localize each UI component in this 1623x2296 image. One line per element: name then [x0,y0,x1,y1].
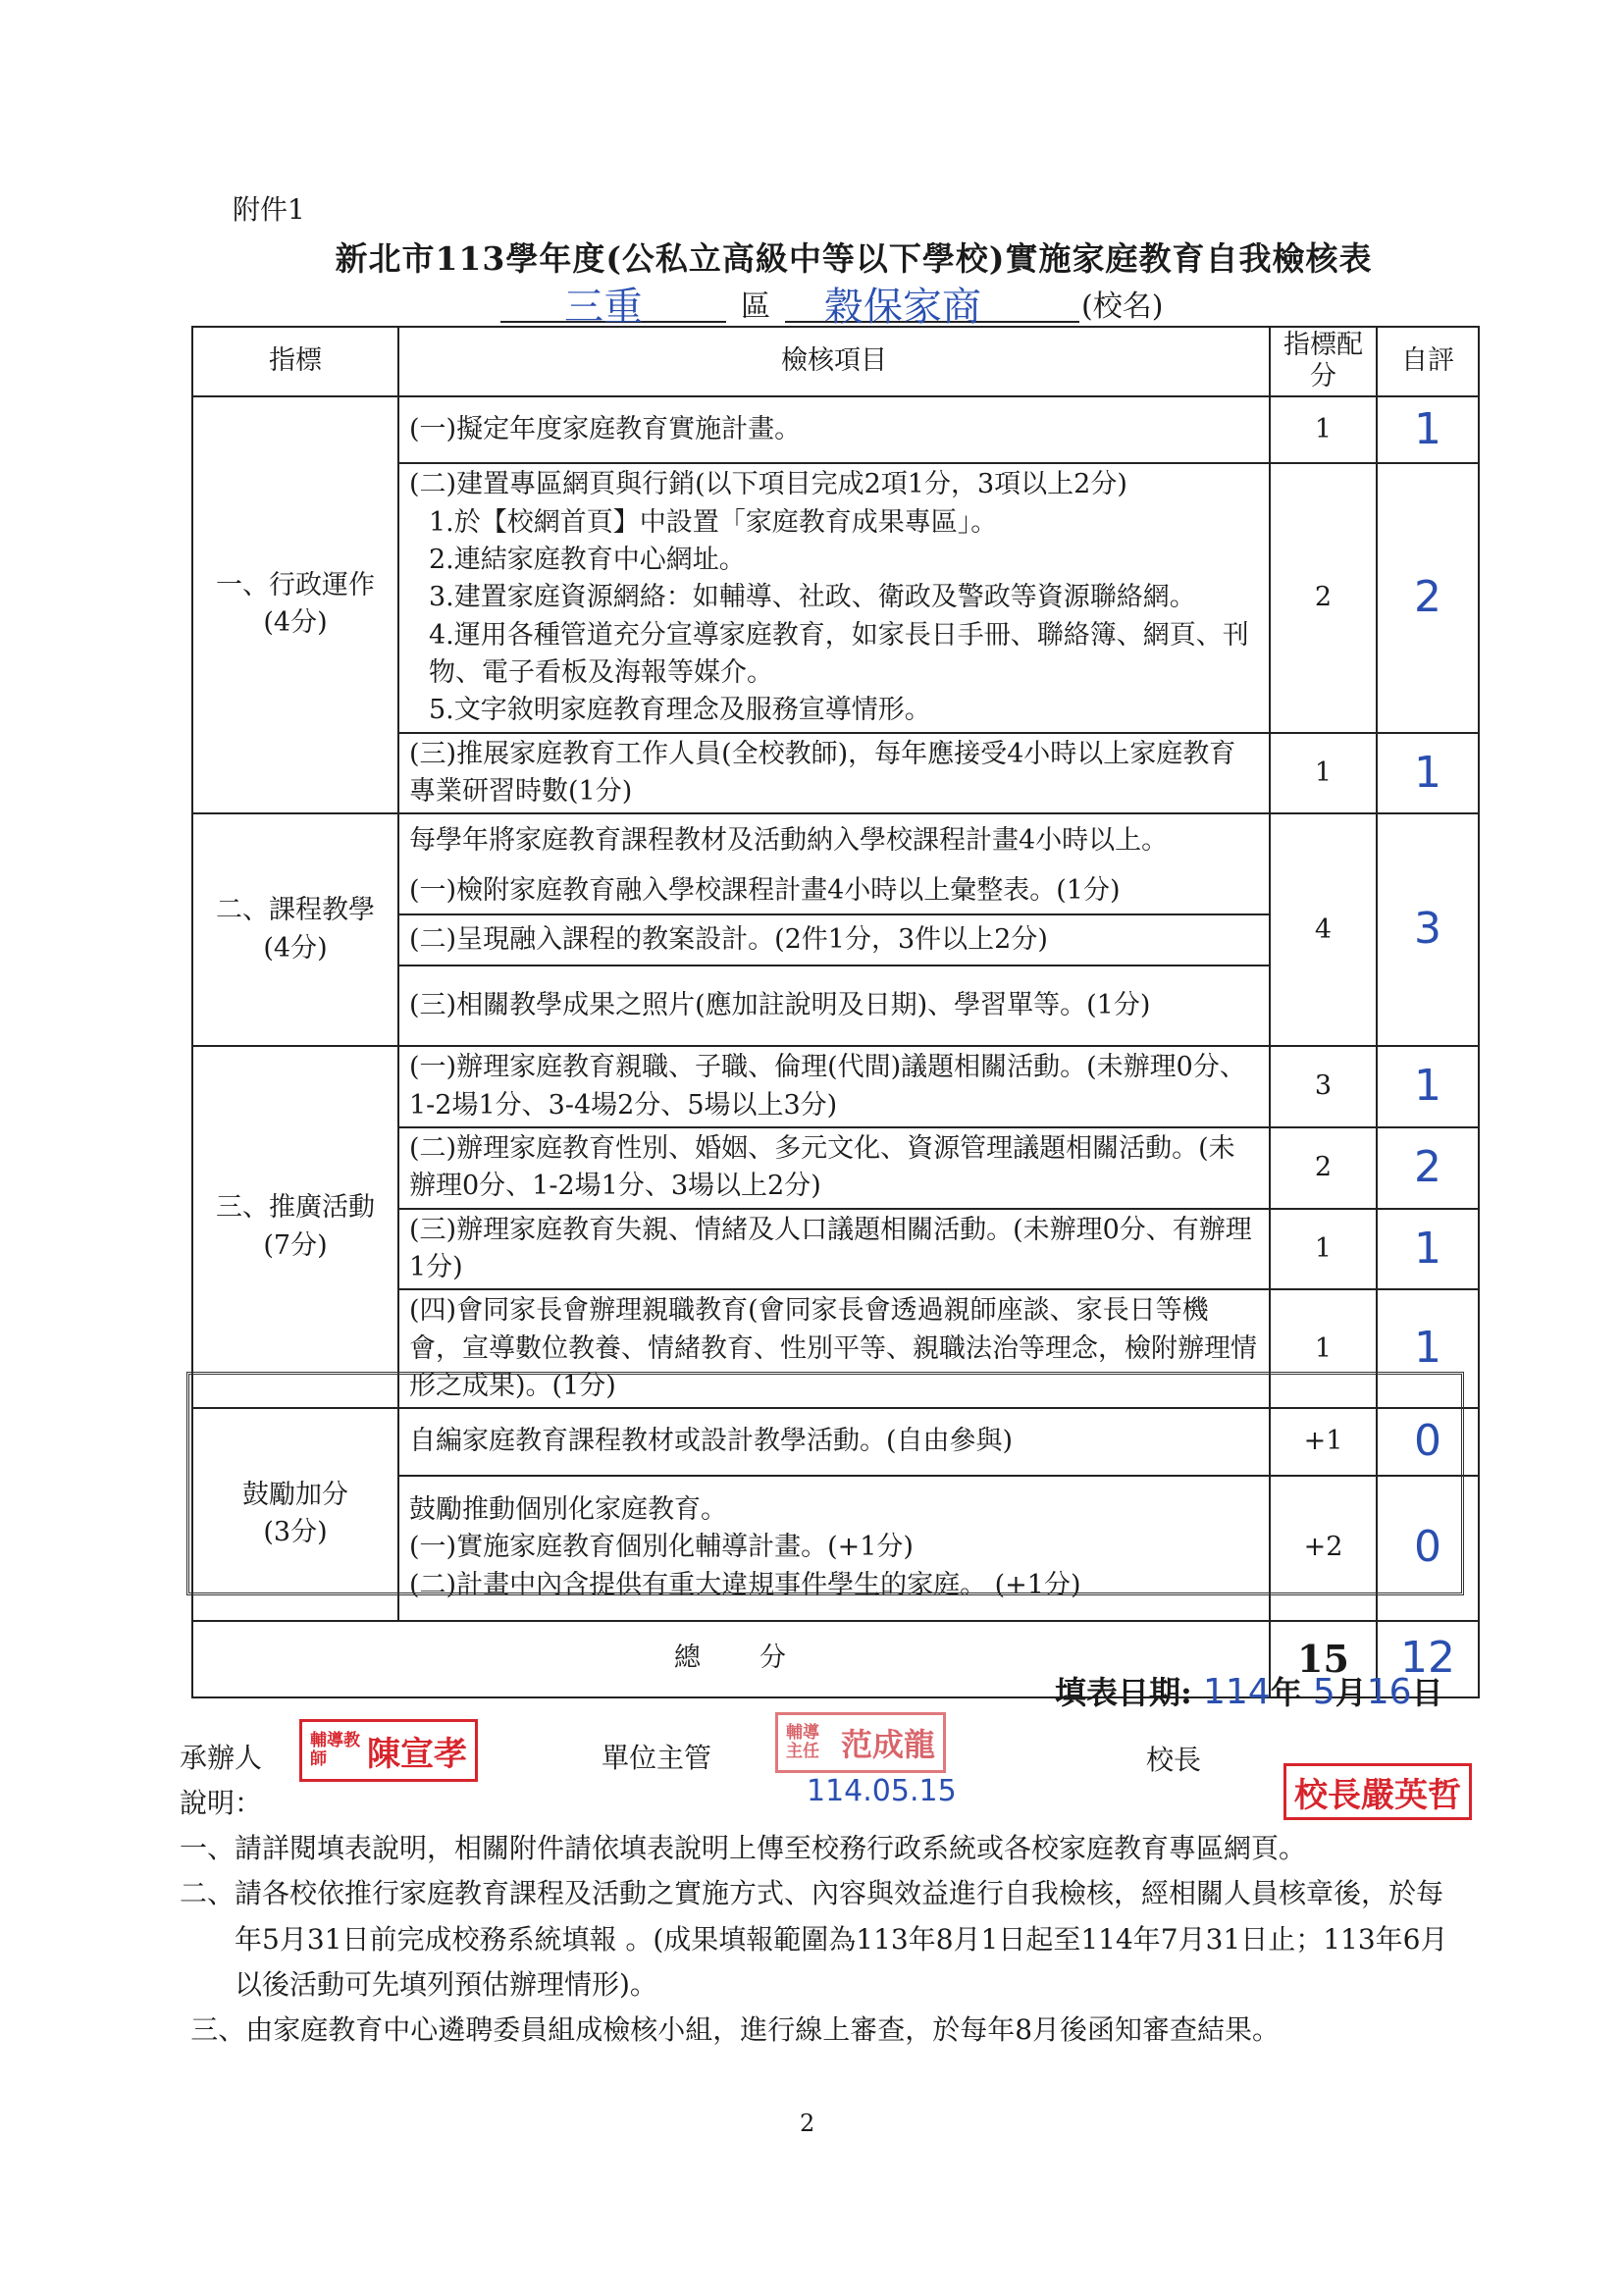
handler-stamp-title: 輔導教師 [310,1731,360,1769]
header-indicator: 指標 [192,327,398,396]
header-items: 檢核項目 [398,327,1270,396]
section-promotion [192,1046,398,1408]
note-item: 一、請詳閱填表說明，相關附件請依填表說明上傳至校務行政系統或各校家庭教育專區網頁。 [180,1832,1307,1865]
handler-stamp [299,1719,478,1782]
checklist-table [191,326,1480,1698]
item-weight: 2 [1270,1127,1377,1209]
principal-stamp: 校長嚴英哲 [1283,1763,1472,1820]
item-text: 自編家庭教育課程教材或設計教學活動。(自由參與) [398,1408,1270,1475]
item-text: (一)擬定年度家庭教育實施計畫。 [398,396,1270,463]
self-score: 1 [1377,396,1479,463]
item-text: (三)推展家庭教育工作人員(全校教師)，每年應接受4小時以上家庭教育專業研習時數(1分) [398,733,1270,814]
item-text [398,463,1270,732]
fill-date [1055,1668,1443,1713]
self-score: 2 [1377,463,1479,732]
self-score: 1 [1377,1209,1479,1290]
page-number: 2 [800,2110,815,2137]
total-label: 總 分 [192,1621,1270,1697]
item-weight: 3 [1270,1046,1377,1127]
supervisor-date: 114.05.15 [807,1774,957,1808]
sub-item: 3.建置家庭資源網絡：如輔導、社政、衛政及警政等資源聯絡網。 [429,582,1196,613]
self-score: 2 [1377,1127,1479,1209]
section-points: (4分) [263,932,328,964]
item-text [398,1476,1270,1621]
self-score: 1 [1377,733,1479,814]
section-name: 三、推廣活動 [216,1192,375,1224]
principal-label: 校長 [1146,1744,1202,1776]
item-weight: 1 [1270,1209,1377,1290]
header-self: 自評 [1377,327,1479,396]
item-weight: 1 [1270,733,1377,814]
table-row [192,1408,1479,1475]
section-points: (3分) [263,1517,328,1548]
item-intro: 每學年將家庭教育課程教材及活動納入學校課程計畫4小時以上。 [398,813,1270,867]
table-row [192,813,1479,867]
note-item: 二、請各校依推行家庭教育課程及活動之實施方式、內容與效益進行自我檢核，經相關人員核章後，於每年5月31日前完成校務系統填報 。(成果填報範圍為113年8月1日起至114年7月31日止；113年6月以後活動可先填列預估辦理情形)。 [180,1877,1448,2001]
date-year-unit: 年 [1270,1674,1302,1711]
self-score: 0 [1377,1408,1479,1475]
table-row [192,1046,1479,1127]
item-text: (二)辦理家庭教育性別、婚姻、多元文化、資源管理議題相關活動。(未辦理0分、1-2場1分、3場以上2分) [398,1127,1270,1209]
date-year: 114 [1202,1672,1271,1712]
table-header [192,327,1479,396]
item-weight: +2 [1270,1476,1377,1621]
item-text: (四)會同家長會辦理親職教育(會同家長會透過親師座談、家長日等機會，宣導數位教養、情緒教育、性別平等、親職法治等理念，檢附辦理情形之成果)。(1分) [398,1289,1270,1408]
item-text: (一)檢附家庭教育融入學校課程計畫4小時以上彙整表。(1分) [398,867,1270,914]
school-label: (校名) [1081,289,1164,324]
item-text: (三)辦理家庭教育失親、情緒及人口議題相關活動。(未辦理0分、有辦理1分) [398,1209,1270,1290]
attachment-label: 附件1 [233,193,305,226]
district-value: 三重 [564,285,643,330]
item-weight: +1 [1270,1408,1377,1475]
note-item: 三、由家庭教育中心遴聘委員組成檢核小組，進行線上審查，於每年8月後函知審查結果。 [190,2012,1281,2046]
section-name: 二、課程教學 [216,895,375,926]
item-text: (一)辦理家庭教育親職、子職、倫理(代間)議題相關活動。(未辦理0分、1-2場1分、3-4場2分、5場以上3分) [398,1046,1270,1127]
supervisor-stamp [775,1712,946,1773]
section-name: 鼓勵加分 [242,1480,348,1511]
notes [180,1781,1455,2053]
form-title: 新北市113學年度(公私立高級中等以下學校)實施家庭教育自我檢核表 [335,239,1373,278]
sub-item: 5.文字敘明家庭教育理念及服務宣導情形。 [429,695,931,726]
self-score: 3 [1377,813,1479,1046]
item-text: (二)呈現融入課程的教案設計。(2件1分，3件以上2分) [398,914,1270,965]
school-line [500,282,1246,330]
header-weight: 指標配分 [1270,327,1377,396]
school-value: 穀保家商 [824,285,981,330]
item-heading: 鼓勵推動個別化家庭教育。 [409,1494,727,1526]
date-day-unit: 日 [1411,1674,1443,1711]
handler-stamp-name: 陳宣孝 [367,1734,467,1774]
section-admin [192,396,398,813]
total-weight: 15 [1270,1621,1377,1697]
item-weight: 2 [1270,463,1377,732]
item-weight: 1 [1270,396,1377,463]
supervisor-stamp-name: 范成龍 [841,1726,936,1763]
total-self: 12 [1377,1621,1479,1697]
self-score: 0 [1377,1476,1479,1621]
section-points: (4分) [263,607,328,639]
item-heading: (二)建置專區網頁與行銷(以下項目完成2項1分，3項以上2分) [409,469,1127,500]
sub-item: 2.連結家庭教育中心網址。 [429,544,746,575]
self-score: 1 [1377,1046,1479,1127]
supervisor-label: 單位主管 [602,1742,712,1774]
section-curriculum [192,813,398,1046]
section-name: 一、行政運作 [216,570,375,601]
sub-item: (一)實施家庭教育個別化輔導計畫。(+1分) [409,1532,914,1563]
sub-item: 1.於【校網首頁】中設置「家庭教育成果專區」。 [429,506,998,538]
self-score: 1 [1377,1289,1479,1408]
district-label: 區 [741,289,770,324]
date-month-unit: 月 [1335,1674,1367,1711]
supervisor-stamp-title: 輔導主任 [786,1723,819,1761]
item-text: (三)相關教學成果之照片(應加註說明及日期)、學習單等。(1分) [398,965,1270,1046]
sub-item: (二)計畫中內含提供有重大違規事件學生的家庭。 (+1分) [409,1569,1081,1600]
item-weight: 4 [1270,813,1377,1046]
table-row [192,396,1479,463]
date-month: 5 [1312,1672,1335,1712]
section-bonus [192,1408,398,1620]
notes-title: 說明： [180,1787,263,1819]
date-label: 填表日期: [1055,1674,1192,1711]
sub-item: 4.運用各種管道充分宣導家庭教育，如家長日手冊、聯絡簿、網頁、刊物、電子看板及海報等媒介。 [429,619,1249,688]
section-points: (7分) [263,1229,328,1261]
date-day: 16 [1366,1672,1412,1712]
item-weight: 1 [1270,1289,1377,1408]
handler-label: 承辦人 [180,1742,263,1774]
